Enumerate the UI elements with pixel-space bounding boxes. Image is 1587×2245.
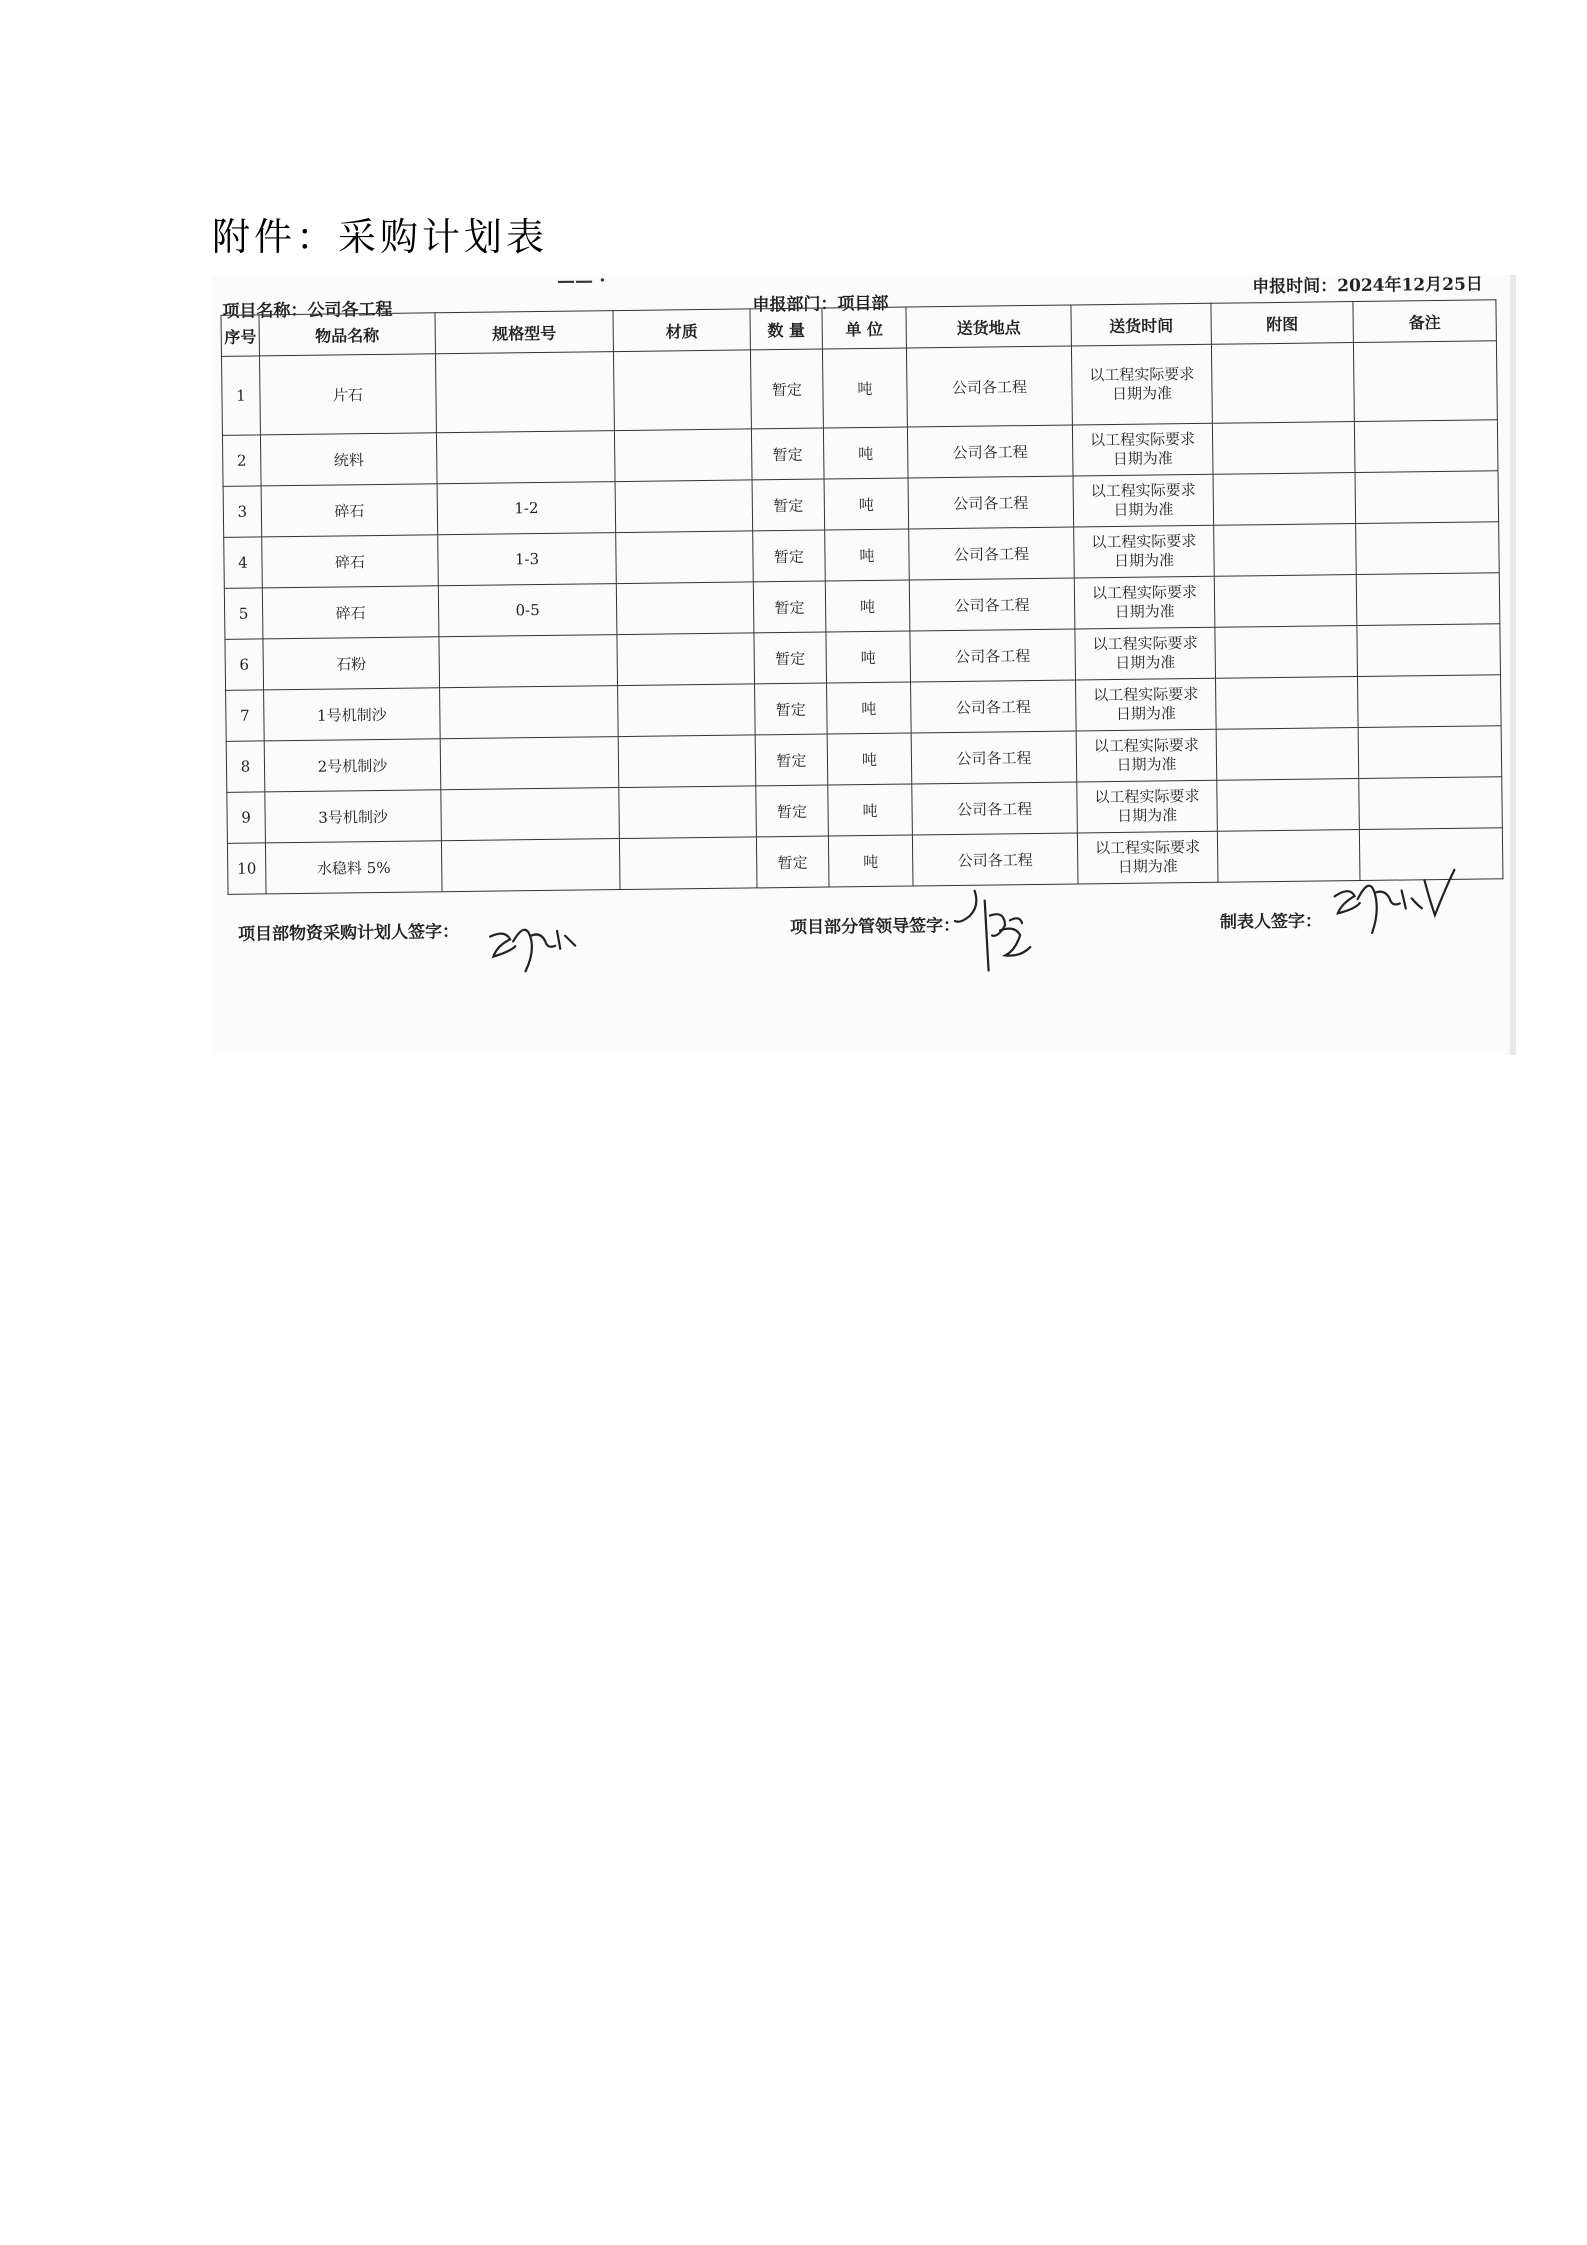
note-cell — [1356, 522, 1500, 575]
delivery-place-cell: 公司各工程 — [909, 527, 1075, 580]
item-name-cell: 1号机制沙 — [264, 688, 441, 741]
spec-model-cell — [440, 737, 619, 790]
delivery-place-cell: 公司各工程 — [910, 629, 1076, 682]
unit-cell: 吨 — [825, 529, 910, 581]
department-label: 申报部门： — [752, 294, 838, 316]
item-name-cell: 水稳料 5% — [265, 841, 442, 894]
unit-cell: 吨 — [822, 348, 907, 428]
purchase-plan-table — [220, 299, 1503, 895]
figure-cell — [1217, 779, 1360, 832]
material-cell — [617, 633, 755, 686]
quantity-cell: 暂定 — [750, 349, 823, 429]
quantity-cell: 暂定 — [751, 428, 824, 480]
delivery-place-cell: 公司各工程 — [907, 425, 1073, 478]
delivery-place-cell: 公司各工程 — [912, 833, 1078, 886]
item-name-cell: 碎石 — [262, 535, 439, 588]
header-cell: 单 位 — [822, 307, 906, 349]
delivery-time-line: 以工程实际要求 — [1089, 430, 1196, 450]
header-cell: 规格型号 — [435, 311, 613, 354]
delivery-time-line: 以工程实际要求 — [1094, 787, 1200, 807]
delivery-time-line: 日期为准 — [1112, 449, 1173, 469]
report-time-value: 2024年12月25日 — [1337, 274, 1483, 297]
spec-model-cell — [441, 788, 620, 841]
quantity-cell: 暂定 — [755, 734, 828, 786]
delivery-time-cell — [1076, 729, 1217, 782]
material-cell — [616, 582, 754, 635]
unit-cell: 吨 — [826, 631, 911, 683]
unit-cell: 吨 — [824, 478, 909, 530]
header-cell: 材质 — [613, 309, 750, 352]
header-cell: 送货时间 — [1071, 303, 1211, 346]
item-name-cell: 统料 — [260, 433, 437, 486]
quantity-cell: 暂定 — [756, 836, 829, 888]
figure-cell — [1213, 473, 1356, 526]
unit-cell: 吨 — [828, 835, 913, 887]
spec-model-cell: 1-3 — [438, 533, 617, 586]
delivery-time-line: 日期为准 — [1113, 500, 1174, 520]
figure-cell — [1212, 422, 1355, 475]
material-cell — [618, 684, 756, 737]
unit-cell: 吨 — [823, 427, 908, 479]
leader-signature-label: 项目部分管领导签字： — [789, 915, 961, 938]
note-cell — [1354, 420, 1498, 473]
delivery-time-line: 以工程实际要求 — [1091, 583, 1198, 603]
delivery-time-line: 以工程实际要求 — [1093, 685, 1199, 705]
delivery-time-cell — [1072, 423, 1213, 476]
row-number-cell: 10 — [227, 843, 266, 894]
row-number-cell: 9 — [227, 792, 266, 843]
delivery-time-line: 日期为准 — [1115, 653, 1176, 672]
header-cell: 序号 — [221, 315, 259, 356]
page-title: 附件：采购计划表 — [212, 215, 549, 259]
item-name-cell: 碎石 — [261, 484, 438, 537]
row-number-cell: 7 — [226, 690, 265, 741]
report-time-label: 申报时间： — [1252, 276, 1338, 298]
header-cell: 送货地点 — [906, 305, 1071, 348]
delivery-time-cell — [1071, 344, 1212, 425]
delivery-time-line: 日期为准 — [1111, 384, 1173, 404]
report-time — [1252, 269, 1483, 298]
quantity-cell: 暂定 — [752, 479, 825, 531]
item-name-cell: 碎石 — [262, 586, 439, 639]
project-name-value: 公司各工程 — [307, 299, 393, 321]
delivery-time-cell — [1077, 831, 1218, 884]
delivery-time-line: 日期为准 — [1117, 857, 1178, 876]
row-number-cell: 4 — [224, 537, 263, 588]
figure-cell — [1214, 524, 1357, 577]
department-value: 项目部 — [837, 293, 889, 315]
item-name-cell: 2号机制沙 — [264, 739, 441, 792]
row-number-cell: 6 — [225, 639, 264, 690]
maker-signature-label: 制表人签字： — [1219, 911, 1323, 933]
spec-model-cell — [439, 635, 618, 688]
delivery-place-cell: 公司各工程 — [911, 731, 1077, 784]
delivery-time-line: 日期为准 — [1114, 602, 1175, 621]
note-cell — [1358, 726, 1502, 779]
note-cell — [1359, 777, 1503, 830]
figure-cell — [1211, 343, 1354, 424]
quantity-cell: 暂定 — [755, 683, 828, 735]
delivery-time-cell — [1077, 780, 1218, 833]
quantity-cell: 暂定 — [756, 785, 829, 837]
spec-model-cell — [436, 431, 615, 484]
delivery-time-cell — [1075, 627, 1216, 680]
header-cell: 备注 — [1353, 300, 1496, 343]
delivery-time-line: 以工程实际要求 — [1091, 532, 1197, 552]
delivery-time-cell — [1073, 474, 1214, 527]
row-number-cell: 2 — [222, 435, 261, 486]
delivery-time-line: 日期为准 — [1115, 704, 1177, 723]
unit-cell: 吨 — [827, 733, 912, 785]
table-body — [221, 341, 1502, 895]
note-cell — [1353, 341, 1497, 422]
spec-model-cell — [440, 686, 619, 739]
spec-model-cell: 1-2 — [437, 482, 616, 535]
delivery-time-line: 以工程实际要求 — [1092, 634, 1198, 654]
item-name-cell: 3号机制沙 — [265, 790, 442, 843]
header-cell: 附图 — [1211, 302, 1353, 345]
delivery-time-line: 日期为准 — [1117, 806, 1178, 825]
scanned-form-content — [212, 259, 1519, 1055]
material-cell — [616, 531, 754, 584]
material-cell — [619, 786, 757, 839]
row-number-cell: 8 — [226, 741, 265, 792]
row-number-cell: 1 — [221, 356, 260, 435]
spec-model-cell — [441, 839, 620, 892]
material-cell — [618, 735, 756, 788]
item-name-cell: 石粉 — [263, 637, 440, 690]
scanned-form — [212, 270, 1516, 1055]
header-cell: 数 量 — [750, 308, 822, 350]
project-name-label: 项目名称： — [222, 300, 308, 322]
spec-model-cell: 0-5 — [438, 584, 617, 637]
delivery-time-line: 以工程实际要求 — [1093, 736, 1199, 756]
delivery-time-line: 日期为准 — [1116, 755, 1177, 774]
material-cell — [619, 837, 757, 890]
note-cell — [1355, 471, 1499, 524]
row-number-cell: 5 — [224, 588, 263, 639]
quantity-cell: 暂定 — [754, 632, 827, 684]
header-cell: 物品名称 — [259, 313, 435, 356]
leader-handwritten-signature — [949, 875, 1050, 976]
unit-cell: 吨 — [827, 682, 912, 734]
spec-model-cell — [435, 352, 614, 433]
delivery-time-cell — [1074, 576, 1215, 629]
delivery-time-line: 以工程实际要求 — [1089, 365, 1195, 385]
delivery-time-cell — [1076, 678, 1217, 731]
delivery-place-cell: 公司各工程 — [909, 578, 1075, 631]
quantity-cell: 暂定 — [753, 581, 826, 633]
delivery-place-cell: 公司各工程 — [908, 476, 1074, 529]
note-cell — [1357, 624, 1501, 677]
note-cell — [1357, 675, 1501, 728]
figure-cell — [1214, 575, 1357, 628]
delivery-time-line: 以工程实际要求 — [1090, 481, 1196, 501]
figure-cell — [1216, 677, 1359, 730]
maker-handwritten-signature — [1329, 860, 1460, 947]
delivery-place-cell: 公司各工程 — [911, 680, 1077, 733]
material-cell — [613, 350, 751, 431]
figure-cell — [1216, 728, 1359, 781]
delivery-time-line: 日期为准 — [1113, 551, 1175, 571]
unit-cell: 吨 — [828, 784, 913, 836]
row-number-cell: 3 — [223, 486, 262, 537]
planner-handwritten-signature — [485, 900, 586, 981]
delivery-time-line: 以工程实际要求 — [1094, 838, 1201, 858]
material-cell — [614, 429, 752, 482]
note-cell — [1356, 573, 1500, 626]
material-cell — [615, 480, 753, 533]
quantity-cell: 暂定 — [753, 530, 826, 582]
delivery-time-cell — [1074, 525, 1215, 578]
delivery-place-cell: 公司各工程 — [912, 782, 1078, 835]
figure-cell — [1215, 626, 1358, 679]
item-name-cell: 片石 — [259, 354, 436, 435]
unit-cell: 吨 — [825, 580, 910, 632]
delivery-place-cell: 公司各工程 — [906, 346, 1072, 427]
planner-signature-label: 项目部物资采购计划人签字： — [237, 922, 460, 945]
cut-off-heading: —— · — [556, 270, 606, 292]
